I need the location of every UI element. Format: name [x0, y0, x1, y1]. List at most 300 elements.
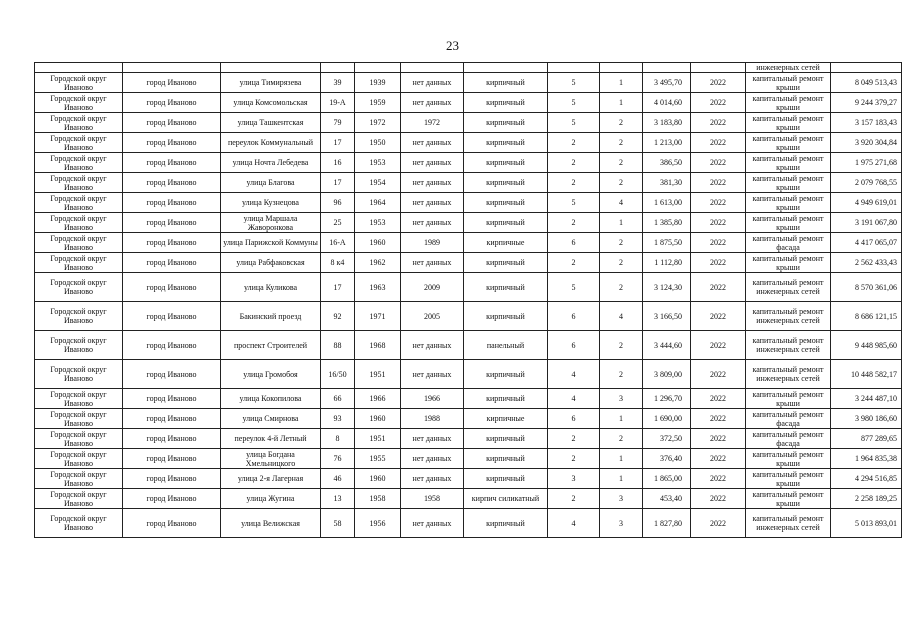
table-row [35, 449, 902, 469]
cell-city: город Иваново [123, 449, 221, 469]
cell-floors: 2 [548, 429, 600, 449]
cell-renovation-year: нет данных [401, 193, 464, 213]
cell-floors: 2 [548, 489, 600, 509]
cell-work-type: капитальный ремонт крыши [746, 213, 831, 233]
cell-plan-year: 2022 [691, 331, 746, 360]
cell-floors: 2 [548, 449, 600, 469]
cell-plan-year: 2022 [691, 389, 746, 409]
cell-area: 3 444,60 [643, 331, 691, 360]
cell-street: улица Благова [221, 173, 321, 193]
cell-entrances: 2 [600, 331, 643, 360]
cell-entrances: 1 [600, 409, 643, 429]
cell-year: 1962 [355, 253, 401, 273]
cell-entrances: 2 [600, 173, 643, 193]
cell-street: улица Маршала Жаворонкова [221, 213, 321, 233]
cell-floors: 5 [548, 93, 600, 113]
cell-plan-year: 2022 [691, 133, 746, 153]
cell-cost: 2 258 189,25 [831, 489, 902, 509]
cell-renovation-year: нет данных [401, 133, 464, 153]
cell-cost: 2 079 768,55 [831, 173, 902, 193]
cell-floors: 5 [548, 113, 600, 133]
cell-area: 3 809,00 [643, 360, 691, 389]
cell-cost: 8 049 513,43 [831, 73, 902, 93]
cell-wall-material: кирпичный [464, 302, 548, 331]
cell-house: 92 [321, 302, 355, 331]
cell-house: 58 [321, 509, 355, 538]
cell-house: 17 [321, 133, 355, 153]
cell-area: 1 112,80 [643, 253, 691, 273]
cell-street: улица Комсомольская [221, 93, 321, 113]
cell-city: город Иваново [123, 331, 221, 360]
cell-city: город Иваново [123, 302, 221, 331]
cell-cost: 9 448 985,60 [831, 331, 902, 360]
cell-plan-year: 2022 [691, 113, 746, 133]
cell-street: улица Рабфаковская [221, 253, 321, 273]
cell-plan-year: 2022 [691, 360, 746, 389]
cell-floors: 2 [548, 133, 600, 153]
cell-city: город Иваново [123, 509, 221, 538]
cell-wall-material: кирпичный [464, 273, 548, 302]
cell-city: город Иваново [123, 360, 221, 389]
cell-district: Городской округ Иваново [35, 489, 123, 509]
cell-district: Городской округ Иваново [35, 113, 123, 133]
cell-street: улица 2-я Лагерная [221, 469, 321, 489]
cell-house: 16/50 [321, 360, 355, 389]
cell-renovation-year [401, 63, 464, 73]
cell-year: 1963 [355, 273, 401, 302]
cell-cost: 8 570 361,06 [831, 273, 902, 302]
cell-renovation-year: нет данных [401, 173, 464, 193]
cell-wall-material: кирпичный [464, 93, 548, 113]
cell-work-type: инженерных сетей [746, 63, 831, 73]
cell-city: город Иваново [123, 213, 221, 233]
cell-street: переулок Коммунальный [221, 133, 321, 153]
cell-city: город Иваново [123, 489, 221, 509]
cell-floors: 2 [548, 173, 600, 193]
cell-year: 1958 [355, 489, 401, 509]
cell-cost: 2 562 433,43 [831, 253, 902, 273]
cell-entrances: 2 [600, 273, 643, 302]
cell-year: 1966 [355, 389, 401, 409]
table-row [35, 273, 902, 302]
cell-floors: 6 [548, 331, 600, 360]
cell-entrances: 1 [600, 73, 643, 93]
cell-area: 1 213,00 [643, 133, 691, 153]
cell-house: 96 [321, 193, 355, 213]
cell-year: 1956 [355, 509, 401, 538]
cell-street: улица Громобоя [221, 360, 321, 389]
cell-work-type: капитальный ремонт крыши [746, 113, 831, 133]
cell-house: 39 [321, 73, 355, 93]
cell-work-type: капитальный ремонт крыши [746, 193, 831, 213]
cell-entrances: 2 [600, 133, 643, 153]
cell-cost: 3 920 304,84 [831, 133, 902, 153]
cell-wall-material: кирпичный [464, 213, 548, 233]
cell-floors: 6 [548, 233, 600, 253]
cell-work-type: капитальный ремонт крыши [746, 93, 831, 113]
cell-entrances: 4 [600, 302, 643, 331]
cell-plan-year: 2022 [691, 253, 746, 273]
cell-street: улица Кокопилова [221, 389, 321, 409]
cell-street: улица Куликова [221, 273, 321, 302]
table-row [35, 153, 902, 173]
table-row [35, 213, 902, 233]
cell-street: улица Ночта Лебедева [221, 153, 321, 173]
cell-cost: 4 949 619,01 [831, 193, 902, 213]
cell-area: 1 613,00 [643, 193, 691, 213]
cell-renovation-year: нет данных [401, 360, 464, 389]
cell-plan-year: 2022 [691, 509, 746, 538]
cell-cost: 3 244 487,10 [831, 389, 902, 409]
cell-floors [548, 63, 600, 73]
cell-renovation-year: нет данных [401, 213, 464, 233]
cell-renovation-year: 1958 [401, 489, 464, 509]
cell-wall-material: кирпичные [464, 233, 548, 253]
cell-entrances [600, 63, 643, 73]
cell-plan-year: 2022 [691, 429, 746, 449]
cell-street: улица Тимирязева [221, 73, 321, 93]
cell-entrances: 3 [600, 509, 643, 538]
cell-plan-year: 2022 [691, 273, 746, 302]
cell-floors: 5 [548, 193, 600, 213]
cell-floors: 2 [548, 253, 600, 273]
cell-city: город Иваново [123, 133, 221, 153]
table-row [35, 233, 902, 253]
cell-work-type: капитальный ремонт крыши [746, 133, 831, 153]
table-row [35, 133, 902, 153]
cell-work-type: капитальный ремонт фасада [746, 409, 831, 429]
cell-floors: 6 [548, 302, 600, 331]
cell-work-type: капитальный ремонт инженерных сетей [746, 302, 831, 331]
cell-renovation-year: нет данных [401, 509, 464, 538]
table-row [35, 193, 902, 213]
cell-renovation-year: 1988 [401, 409, 464, 429]
cell-plan-year: 2022 [691, 449, 746, 469]
cell-district: Городской округ Иваново [35, 429, 123, 449]
cell-city: город Иваново [123, 469, 221, 489]
cell-plan-year: 2022 [691, 153, 746, 173]
cell-area: 453,40 [643, 489, 691, 509]
cell-renovation-year: нет данных [401, 93, 464, 113]
cell-plan-year: 2022 [691, 193, 746, 213]
cell-plan-year [691, 63, 746, 73]
cell-district: Городской округ Иваново [35, 253, 123, 273]
cell-district: Городской округ Иваново [35, 133, 123, 153]
cell-house: 76 [321, 449, 355, 469]
cell-renovation-year: 2005 [401, 302, 464, 331]
table-row [35, 429, 902, 449]
cell-wall-material: кирпичный [464, 153, 548, 173]
cell-floors: 2 [548, 153, 600, 173]
cell-wall-material: кирпичный [464, 429, 548, 449]
cell-street: улица Жугина [221, 489, 321, 509]
cell-year: 1951 [355, 360, 401, 389]
cell-plan-year: 2022 [691, 93, 746, 113]
cell-work-type: капитальный ремонт инженерных сетей [746, 509, 831, 538]
cell-floors: 6 [548, 409, 600, 429]
cell-work-type: капитальный ремонт крыши [746, 153, 831, 173]
cell-entrances: 1 [600, 469, 643, 489]
cell-wall-material: кирпичный [464, 449, 548, 469]
cell-floors: 3 [548, 469, 600, 489]
cell-entrances: 2 [600, 153, 643, 173]
table-row [35, 113, 902, 133]
cell-wall-material: кирпичный [464, 253, 548, 273]
cell-renovation-year: 1966 [401, 389, 464, 409]
cell-district: Городской округ Иваново [35, 389, 123, 409]
cell-area: 3 495,70 [643, 73, 691, 93]
cell-entrances: 2 [600, 233, 643, 253]
cell-cost: 5 013 893,01 [831, 509, 902, 538]
table-row [35, 469, 902, 489]
cell-city: город Иваново [123, 153, 221, 173]
cell-work-type: капитальный ремонт крыши [746, 73, 831, 93]
cell-year: 1960 [355, 409, 401, 429]
cell-year: 1959 [355, 93, 401, 113]
cell-district: Городской округ Иваново [35, 409, 123, 429]
cell-city: город Иваново [123, 173, 221, 193]
cell-area: 386,50 [643, 153, 691, 173]
cell-cost [831, 63, 902, 73]
cell-house: 8 к4 [321, 253, 355, 273]
cell-entrances: 2 [600, 113, 643, 133]
cell-wall-material: кирпичный [464, 113, 548, 133]
cell-work-type: капитальный ремонт крыши [746, 173, 831, 193]
cell-work-type: капитальный ремонт крыши [746, 489, 831, 509]
cell-cost: 3 157 183,43 [831, 113, 902, 133]
cell-city: город Иваново [123, 409, 221, 429]
cell-year: 1939 [355, 73, 401, 93]
cell-entrances: 2 [600, 253, 643, 273]
cell-cost: 1 964 835,38 [831, 449, 902, 469]
cell-house: 13 [321, 489, 355, 509]
cell-entrances: 1 [600, 93, 643, 113]
cell-year: 1968 [355, 331, 401, 360]
cell-renovation-year: нет данных [401, 73, 464, 93]
cell-wall-material: кирпичный [464, 133, 548, 153]
cell-area: 3 124,30 [643, 273, 691, 302]
cell-house: 17 [321, 173, 355, 193]
cell-district: Городской округ Иваново [35, 509, 123, 538]
table-row [35, 489, 902, 509]
cell-area: 4 014,60 [643, 93, 691, 113]
cell-house: 93 [321, 409, 355, 429]
cell-wall-material: кирпичный [464, 193, 548, 213]
cell-plan-year: 2022 [691, 409, 746, 429]
cell-year: 1955 [355, 449, 401, 469]
cell-city: город Иваново [123, 73, 221, 93]
cell-area: 381,30 [643, 173, 691, 193]
table-row-continued [35, 63, 902, 73]
cell-district: Городской округ Иваново [35, 469, 123, 489]
cell-work-type: капитальный ремонт инженерных сетей [746, 360, 831, 389]
cell-cost: 4 294 516,85 [831, 469, 902, 489]
cell-house: 46 [321, 469, 355, 489]
page-number: 23 [446, 38, 459, 53]
cell-plan-year: 2022 [691, 469, 746, 489]
cell-house: 8 [321, 429, 355, 449]
table-row [35, 509, 902, 538]
cell-area: 372,50 [643, 429, 691, 449]
cell-house: 17 [321, 273, 355, 302]
cell-street: проспект Строителей [221, 331, 321, 360]
cell-city: город Иваново [123, 193, 221, 213]
cell-work-type: капитальный ремонт фасада [746, 429, 831, 449]
cell-year: 1953 [355, 153, 401, 173]
housing-repair-table [34, 62, 902, 538]
cell-floors: 5 [548, 273, 600, 302]
cell-plan-year: 2022 [691, 489, 746, 509]
cell-cost: 3 191 067,80 [831, 213, 902, 233]
cell-plan-year: 2022 [691, 173, 746, 193]
cell-wall-material: кирпичный [464, 73, 548, 93]
table-row [35, 73, 902, 93]
cell-year: 1953 [355, 213, 401, 233]
cell-plan-year: 2022 [691, 233, 746, 253]
cell-district: Городской округ Иваново [35, 233, 123, 253]
table-row [35, 253, 902, 273]
cell-work-type: капитальный ремонт крыши [746, 449, 831, 469]
cell-cost: 3 980 186,60 [831, 409, 902, 429]
cell-city: город Иваново [123, 113, 221, 133]
cell-city: город Иваново [123, 429, 221, 449]
cell-house: 79 [321, 113, 355, 133]
cell-house: 16 [321, 153, 355, 173]
table-row [35, 302, 902, 331]
cell-street: переулок 4-й Летный [221, 429, 321, 449]
cell-city: город Иваново [123, 273, 221, 302]
cell-floors: 4 [548, 360, 600, 389]
cell-wall-material: кирпичный [464, 360, 548, 389]
cell-renovation-year: 1989 [401, 233, 464, 253]
cell-street [221, 63, 321, 73]
table-row [35, 173, 902, 193]
cell-renovation-year: нет данных [401, 449, 464, 469]
cell-cost: 4 417 065,07 [831, 233, 902, 253]
cell-district: Городской округ Иваново [35, 331, 123, 360]
cell-area: 1 865,00 [643, 469, 691, 489]
table-row [35, 409, 902, 429]
cell-district: Городской округ Иваново [35, 93, 123, 113]
cell-area: 1 296,70 [643, 389, 691, 409]
cell-work-type: капитальный ремонт инженерных сетей [746, 273, 831, 302]
cell-renovation-year: 1972 [401, 113, 464, 133]
cell-floors: 5 [548, 73, 600, 93]
cell-renovation-year: 2009 [401, 273, 464, 302]
cell-entrances: 2 [600, 360, 643, 389]
cell-district: Городской округ Иваново [35, 449, 123, 469]
cell-area: 1 875,50 [643, 233, 691, 253]
cell-entrances: 3 [600, 489, 643, 509]
table-row [35, 331, 902, 360]
cell-wall-material [464, 63, 548, 73]
cell-city: город Иваново [123, 233, 221, 253]
cell-renovation-year: нет данных [401, 253, 464, 273]
cell-street: улица Богдана Хмельницкого [221, 449, 321, 469]
cell-year: 1971 [355, 302, 401, 331]
cell-plan-year: 2022 [691, 73, 746, 93]
cell-renovation-year: нет данных [401, 469, 464, 489]
cell-plan-year: 2022 [691, 213, 746, 233]
cell-wall-material: кирпичный [464, 509, 548, 538]
cell-city [123, 63, 221, 73]
cell-street: улица Ташкентская [221, 113, 321, 133]
cell-city: город Иваново [123, 389, 221, 409]
cell-district: Городской округ Иваново [35, 73, 123, 93]
cell-year: 1950 [355, 133, 401, 153]
cell-house [321, 63, 355, 73]
cell-work-type: капитальный ремонт крыши [746, 253, 831, 273]
cell-district: Городской округ Иваново [35, 213, 123, 233]
cell-renovation-year: нет данных [401, 153, 464, 173]
cell-city: город Иваново [123, 93, 221, 113]
cell-house: 25 [321, 213, 355, 233]
cell-street: улица Велижская [221, 509, 321, 538]
cell-entrances: 4 [600, 193, 643, 213]
cell-area: 1 827,80 [643, 509, 691, 538]
cell-wall-material: кирпичные [464, 409, 548, 429]
cell-floors: 4 [548, 389, 600, 409]
cell-house: 16-А [321, 233, 355, 253]
cell-district: Городской округ Иваново [35, 302, 123, 331]
cell-work-type: капитальный ремонт фасада [746, 233, 831, 253]
cell-cost: 9 244 379,27 [831, 93, 902, 113]
cell-house: 88 [321, 331, 355, 360]
cell-year: 1954 [355, 173, 401, 193]
cell-plan-year: 2022 [691, 302, 746, 331]
cell-district: Городской округ Иваново [35, 193, 123, 213]
cell-area: 3 183,80 [643, 113, 691, 133]
cell-year: 1951 [355, 429, 401, 449]
cell-floors: 2 [548, 213, 600, 233]
cell-area: 376,40 [643, 449, 691, 469]
cell-work-type: капитальный ремонт инженерных сетей [746, 331, 831, 360]
cell-work-type: капитальный ремонт крыши [746, 389, 831, 409]
cell-district [35, 63, 123, 73]
cell-area [643, 63, 691, 73]
cell-year: 1960 [355, 469, 401, 489]
table-row [35, 360, 902, 389]
cell-wall-material: кирпичный [464, 389, 548, 409]
cell-district: Городской округ Иваново [35, 273, 123, 302]
cell-cost: 10 448 582,17 [831, 360, 902, 389]
cell-renovation-year: нет данных [401, 331, 464, 360]
cell-district: Городской округ Иваново [35, 360, 123, 389]
cell-year: 1964 [355, 193, 401, 213]
table-row [35, 93, 902, 113]
cell-cost: 1 975 271,68 [831, 153, 902, 173]
table-row [35, 389, 902, 409]
cell-cost: 877 289,65 [831, 429, 902, 449]
cell-street: улица Смирнова [221, 409, 321, 429]
cell-work-type: капитальный ремонт крыши [746, 469, 831, 489]
cell-renovation-year: нет данных [401, 429, 464, 449]
cell-entrances: 1 [600, 449, 643, 469]
cell-street: улица Кузнецова [221, 193, 321, 213]
cell-wall-material: панельный [464, 331, 548, 360]
cell-house: 66 [321, 389, 355, 409]
cell-street: Бакинский проезд [221, 302, 321, 331]
cell-district: Городской округ Иваново [35, 153, 123, 173]
cell-street: улица Парижской Коммуны [221, 233, 321, 253]
cell-cost: 8 686 121,15 [831, 302, 902, 331]
cell-area: 1 690,00 [643, 409, 691, 429]
cell-year: 1972 [355, 113, 401, 133]
cell-wall-material: кирпичный [464, 173, 548, 193]
cell-year [355, 63, 401, 73]
cell-wall-material: кирпич силикатный [464, 489, 548, 509]
cell-city: город Иваново [123, 253, 221, 273]
